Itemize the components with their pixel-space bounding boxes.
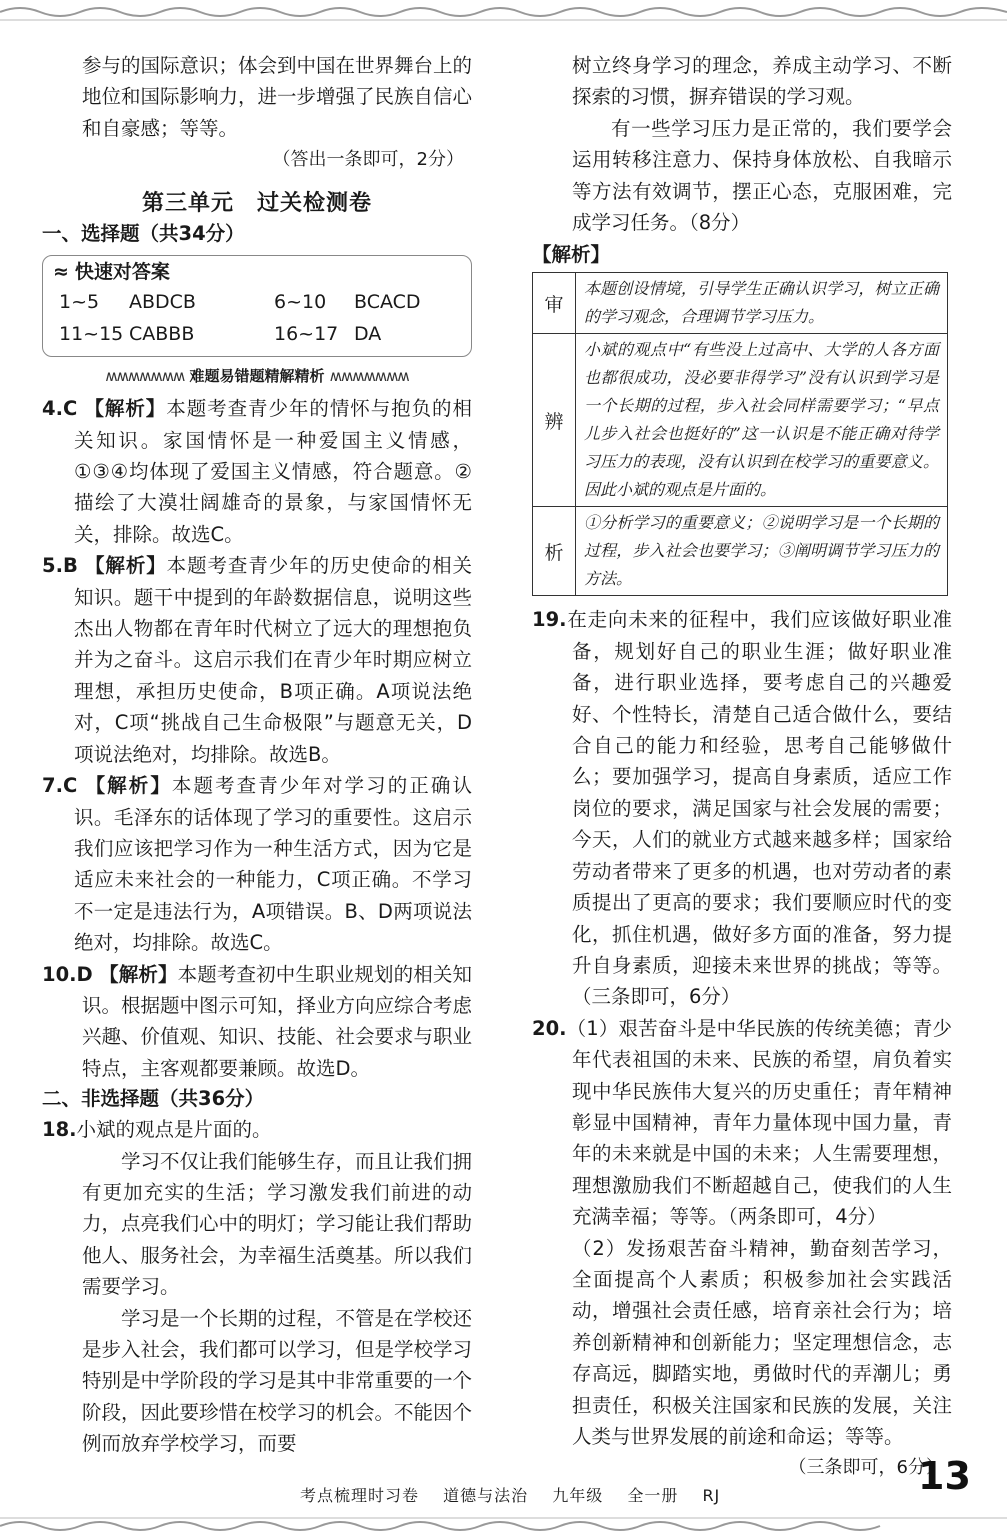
answer-item-10: 10.D 【解析】本题考查初中生职业规划的相关知识。根据题中图示可知，择业方向应综合考虑兴趣、价值观、知识、技能、社会要求与职业特点，主客观都要兼顾。故选D。 bbox=[42, 962, 473, 1080]
analysis-heading: ʍʍʍʍʍʍʍ 难题易错题精解精析 ʍʍʍʍʍʍʍ bbox=[105, 367, 409, 386]
q20-score: （三条即可，6分） bbox=[788, 1457, 944, 1479]
wave-icon: ≈ bbox=[53, 261, 69, 284]
answer-item-19: 19.在走向未来的征程中，我们应该做好职业准备，规划好自己的职业生涯；做好职业准备，进行职业选择，要考虑自己的兴趣爱好、个性特长，清楚自己适合做什么，要结合自己的能力和经验，思考自己能够做什么；要加强学习，提高自身素质，适应工作岗位的要求，满足国家与社会发展的需要；今天，人们的就业方式越来越多样；国家给劳动者带来了更多的机遇，也对劳动者的素质提出了更高的要求；我们要顺应时代的变化，抓住机遇，做好多方面的准备，努力提升自身素质，迎接未来世界的挑战；等等。（三条即可，6分） bbox=[532, 608, 952, 1009]
answer-item-5: 5.B 【解析】本题考查青少年的历史使命的相关知识。题干中提到的年龄数据信息，说明这些杰出人物都在青年时代树立了远大的理想抱负并为之奋斗。这启示我们在青少年时期应树立理想，承担历史使命，B项正确。A项说法绝对，C项“挑战自己生命极限”与题意无关，D项说法绝对，均排除。故选B。 bbox=[42, 554, 472, 766]
answer-item-20-part1: 20.（1）艰苦奋斗是中华民族的传统美德；青少年代表祖国的未来、民族的希望，肩负着实现中华民族伟大复兴的历史重任；青年精神彰显中国精神，青年力量体现中国力量，青年的未来就是中国的未来；人生需要理想，理想激励我们不断超越自己，使我们的人生充满幸福；等等。（两条即可，4分） bbox=[532, 1016, 952, 1229]
answer-letters: DA bbox=[354, 323, 382, 346]
answer-item-18: 18.小斌的观点是片面的。 bbox=[42, 1118, 272, 1142]
answer-range: 6~10 bbox=[274, 291, 327, 314]
table-row bbox=[533, 273, 948, 334]
answer-item-20-part2: （2）发扬艰苦奋斗精神，勤奋刻苦学习，全面提高个人素质；积极参加社会实践活动，增强社会责任感，培育亲社会行为；培养创新精神和创新能力；坚定理想信念，志存高远，脚踏实地，勇做时代的弄潮儿；勇担责任，积极关注国家和民族的发展，关注人类与世界发展的前途和命运；等等。 bbox=[572, 1236, 952, 1448]
top-decoration bbox=[0, 0, 1007, 30]
footer-volume: 全一册 bbox=[627, 1486, 679, 1505]
quick-answer-title: ≈ 快速对答案 bbox=[53, 258, 461, 286]
table-row bbox=[533, 334, 948, 507]
left-column bbox=[42, 50, 472, 1460]
answer-letters: CABBB bbox=[129, 323, 195, 346]
row-value: 本题创设情境，引导学生正确认识学习，树立正确的学习观念，合理调节学习压力。 bbox=[576, 273, 948, 334]
row-key: 析 bbox=[533, 507, 576, 596]
footer-edition: RJ bbox=[702, 1486, 721, 1505]
row-key: 审 bbox=[533, 273, 576, 334]
section-nonchoice-heading: 二、非选择题（共36分） bbox=[42, 1087, 265, 1111]
q18-paragraph: 学习是一个长期的过程，不管是在学校还是步入社会，我们都可以学习，但是学校学习特别是中学阶段的学习是其中非常重要的一个阶段，因此要珍惜在校学习的机会。不能因个例而放弃学校学习，而要 bbox=[82, 1306, 473, 1456]
right-column bbox=[532, 50, 952, 1484]
analysis-table bbox=[532, 272, 948, 596]
intro-score: （答出一条即可，2分） bbox=[272, 149, 464, 171]
answer-range: 1~5 bbox=[59, 291, 100, 314]
section-choice-heading: 一、选择题（共34分） bbox=[42, 222, 245, 246]
row-value: ①分析学习的重要意义；②说明学习是一个长期的过程，步入社会也要学习；③阐明调节学习压力的方法。 bbox=[576, 507, 948, 596]
row-value: 小斌的观点中“有些没上过高中、大学的人各方面也都很成功，没必要非得学习”没有认识到学习是一个长期的过程，步入社会同样需要学习；“早点儿步入社会也挺好的”这一认识是不能正确对待学习压力的表现，没有认识到在校学习的重要意义。因此小斌的观点是片面的。 bbox=[576, 334, 948, 507]
analysis-label: 【解析】 bbox=[532, 243, 611, 267]
footer-grade: 九年级 bbox=[552, 1486, 604, 1505]
answer-letters: ABDCB bbox=[129, 291, 196, 314]
intro-text: 参与的国际意识；体会到中国在世界舞台上的地位和国际影响力，进一步增强了民族自信心和自豪感；等等。 bbox=[82, 54, 473, 140]
page-number: 13 bbox=[918, 1454, 971, 1498]
quick-answer-grid bbox=[53, 286, 461, 350]
footer-series: 考点梳理时习卷 bbox=[300, 1486, 420, 1505]
quick-answer-box bbox=[42, 255, 472, 357]
answer-item-7: 7.C 【解析】本题考查青少年对学习的正确认识。毛泽东的话体现了学习的重要性。这启示我们应该把学习作为一种生活方式，因为它是适应未来社会的一种能力，C项正确。不学习不一定是违法行为，A项错误。B、D两项说法绝对，均排除。故选C。 bbox=[42, 774, 472, 955]
q18-continued: 树立终身学习的理念，养成主动学习、不断探索的习惯，摒弃错误的学习观。 bbox=[572, 54, 952, 109]
answer-range: 16~17 bbox=[274, 323, 339, 346]
q18-paragraph: 学习不仅让我们能够生存，而且让我们拥有更加充实的生活；学习激发我们前进的动力，点亮我们心中的明灯；学习能让我们帮助他人、服务社会，为幸福生活奠基。所以我们需要学习。 bbox=[82, 1149, 473, 1299]
row-key: 辨 bbox=[533, 334, 576, 507]
unit-title: 第三单元 过关检测卷 bbox=[141, 191, 372, 217]
q18-paragraph-3: 有一些学习压力是正常的，我们要学会运用转移注意力、保持身体放松、自我暗示等方法有效调节，摆正心态，克服困难，完成学习任务。（8分） bbox=[572, 116, 952, 235]
footer-subject: 道德与法治 bbox=[443, 1486, 529, 1505]
answer-letters: BCACD bbox=[354, 291, 421, 314]
answer-item-4: 4.C 【解析】本题考查青少年的情怀与抱负的相关知识。家国情怀是一种爱国主义情感，①③④均体现了爱国主义情感，符合题意。②描绘了大漠壮阔雄奇的景象，与家国情怀无关，排除。故选C。 bbox=[42, 397, 472, 546]
answer-range: 11~15 bbox=[59, 323, 124, 346]
table-row bbox=[533, 507, 948, 596]
footer bbox=[300, 1483, 738, 1506]
bottom-decoration bbox=[0, 1508, 1007, 1536]
